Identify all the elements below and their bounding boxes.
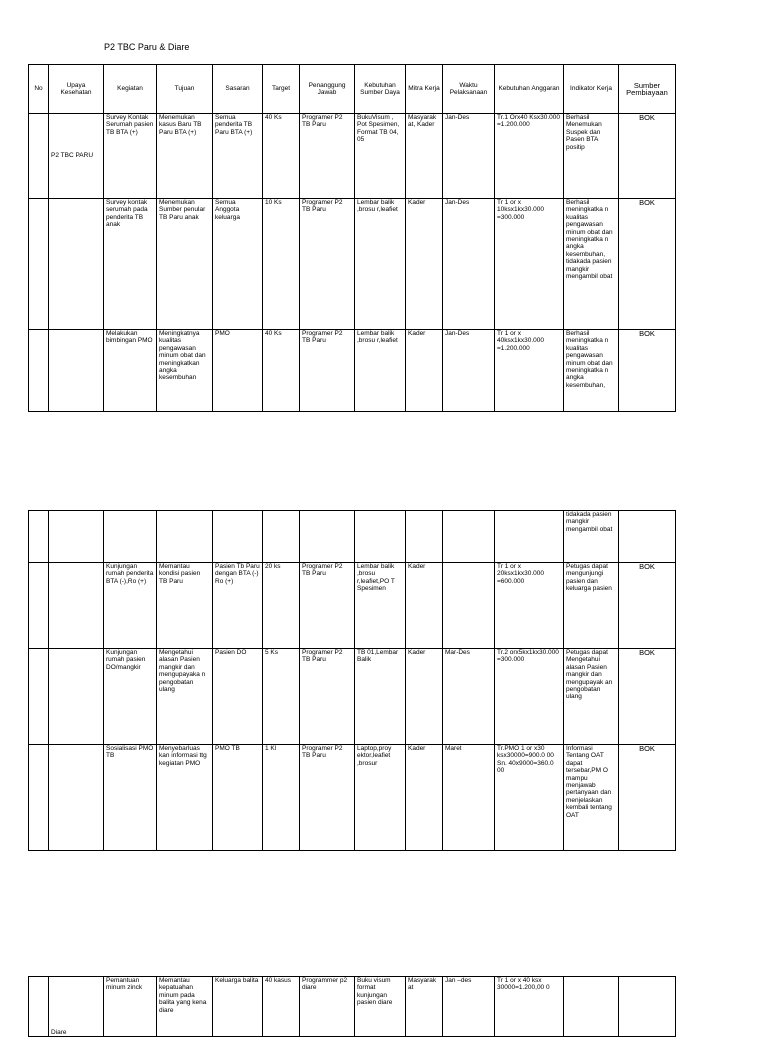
cell-kebutuhan-sumber-daya: Laptop,proy ektor,leafiet ,brosur <box>355 745 406 851</box>
cell-upaya <box>49 563 104 649</box>
cell-tujuan: Menemukan Sumber penular TB Paru anak <box>157 199 213 330</box>
cell-anggaran: Tr 1 or x 20ksx1kx30.000 =600.000 <box>495 563 564 649</box>
cell-mitra-kerja: Kader <box>406 330 443 412</box>
cell-waktu <box>443 511 495 563</box>
cell-no <box>29 977 49 1037</box>
cell-sumber: BOK <box>619 745 676 851</box>
cell-kebutuhan-sumber-daya <box>355 511 406 563</box>
cell-sasaran: Pasien DO <box>213 649 263 745</box>
table-row <box>29 977 676 1037</box>
cell-penanggung-jawab: Programer P2 TB Paru <box>300 649 355 745</box>
cell-target <box>263 511 300 563</box>
header-tujuan: Tujuan <box>157 65 213 114</box>
cell-anggaran: Tr.2 orx5kx1kx30.000 =300.000 <box>495 649 564 745</box>
cell-sumber: BOK <box>619 649 676 745</box>
cell-no <box>29 511 49 563</box>
header-row <box>29 65 676 114</box>
header-kebutuhan-sumber-daya: Kebutuhan Sumber Daya <box>355 65 406 114</box>
cell-tujuan <box>157 511 213 563</box>
cell-mitra-kerja: Kader <box>406 199 443 330</box>
cell-no <box>29 563 49 649</box>
cell-target: 40 Ks <box>263 114 300 199</box>
cell-anggaran: Tr 1 or x 40 ksx 30000=1.200,00 0 <box>495 977 564 1037</box>
cell-indikator: Informasi Tentang OAT dapat tersebar,PM O mampu menjawab pertanyaan dan menjelaskan kembali tentang OAT <box>564 745 619 851</box>
cell-indikator: Petugas dapat mengunjungi pasien dan keluarga pasien <box>564 563 619 649</box>
header-indikator: Indikator Kerja <box>564 65 619 114</box>
cell-kebutuhan-sumber-daya: Lembar balik ,brosu r,leafiet <box>355 330 406 412</box>
cell-kegiatan: Pemantuan minum zinck <box>104 977 157 1037</box>
header-anggaran: Kebutuhan Anggaran <box>495 65 564 114</box>
header-kegiatan: Kegiatan <box>104 65 157 114</box>
header-penanggung-jawab: Penanggung Jawab <box>300 65 355 114</box>
cell-sasaran: Pasien Tb Paru dengan BTA (-) Ro (+) <box>213 563 263 649</box>
header-sumber: Sumber Pembiayaan <box>619 65 676 114</box>
header-no: No <box>29 65 49 114</box>
cell-mitra-kerja: Kader <box>406 563 443 649</box>
cell-penanggung-jawab <box>300 511 355 563</box>
cell-penanggung-jawab: Programmer p2 diare <box>300 977 355 1037</box>
cell-sumber: BOK <box>619 330 676 412</box>
header-mitra-kerja: Mitra Kerja <box>406 65 443 114</box>
cell-target: 1 Kl <box>263 745 300 851</box>
cell-upaya: Diare <box>49 977 104 1037</box>
cell-waktu: Jan –des <box>443 977 495 1037</box>
cell-upaya: P2 TBC PARU <box>49 114 104 199</box>
cell-kebutuhan-sumber-daya: Lembar balik ,brosu r,leafiet,PO T Spesimen <box>355 563 406 649</box>
header-target: Target <box>263 65 300 114</box>
cell-tujuan: Mengetahui alasan Pasien mangkir dan mengupayaka n pengobatan ulang <box>157 649 213 745</box>
cell-tujuan: Meningkatnya kualitas pengawasan minum obat dan meningkatkan angka kesembuhan <box>157 330 213 412</box>
cell-penanggung-jawab: Programer P2 TB Paru <box>300 114 355 199</box>
cell-kegiatan: Kunjungan rumah pasien DO/mangkir <box>104 649 157 745</box>
table-row <box>29 563 676 649</box>
table-row <box>29 511 676 563</box>
cell-mitra-kerja <box>406 511 443 563</box>
cell-target: 40 Ks <box>263 330 300 412</box>
cell-mitra-kerja: Masyarak at, Kader <box>406 114 443 199</box>
cell-indikator: Berhasil meningkatka n kualitas pengawasan minum obat dan meningkatka n angka kesembuhan, <box>564 330 619 412</box>
cell-anggaran: Tr.1 Orx40 Ksx30.000 =1.200.000 <box>495 114 564 199</box>
table-row <box>29 649 676 745</box>
cell-upaya <box>49 199 104 330</box>
table-page-3 <box>28 976 676 1037</box>
cell-sasaran: Keluarga balita <box>213 977 263 1037</box>
table-row <box>29 199 676 330</box>
cell-target: 10 Ks <box>263 199 300 330</box>
cell-sumber: BOK <box>619 199 676 330</box>
cell-no <box>29 745 49 851</box>
cell-mitra-kerja: Kader <box>406 745 443 851</box>
cell-upaya <box>49 649 104 745</box>
cell-sumber <box>619 977 676 1037</box>
cell-tujuan: Menyebarluas kan informasi ttg kegiatan PMO <box>157 745 213 851</box>
cell-kegiatan: Survey kontak serumah pada penderita TB anak <box>104 199 157 330</box>
cell-sumber <box>619 511 676 563</box>
cell-waktu: Maret <box>443 745 495 851</box>
cell-upaya <box>49 511 104 563</box>
cell-upaya <box>49 330 104 412</box>
cell-tujuan: Memantau kepatuahan minum pada balita yang kena diare <box>157 977 213 1037</box>
header-sasaran: Sasaran <box>213 65 263 114</box>
table-row <box>29 745 676 851</box>
cell-anggaran <box>495 511 564 563</box>
cell-kegiatan: Melakukan bimbingan PMO <box>104 330 157 412</box>
cell-kegiatan <box>104 511 157 563</box>
cell-indikator: tidakada pasien mangkir mengambil obat <box>564 511 619 563</box>
cell-no <box>29 330 49 412</box>
cell-penanggung-jawab: Programer P2 TB Paru <box>300 330 355 412</box>
cell-mitra-kerja: Kader <box>406 649 443 745</box>
cell-indikator: Petugas dapat Mengetahui alasan Pasien mangkir dan mengupayak an pengobatan ulang <box>564 649 619 745</box>
cell-indikator: Berhasil meningkatka n kualitas pengawasan minum obat dan meningkatka n angka kesembuhan, tidakada pasien mangkir mengambil obat <box>564 199 619 330</box>
cell-no <box>29 649 49 745</box>
cell-sumber: BOK <box>619 114 676 199</box>
cell-kegiatan: Kunjungan rumah penderita BTA (-),Ro (+) <box>104 563 157 649</box>
table-page-2 <box>28 510 676 851</box>
table-page-1 <box>28 64 676 412</box>
document-title: P2 TBC Paru & Diare <box>104 42 190 52</box>
cell-indikator <box>564 977 619 1037</box>
cell-anggaran: Tr.PMO 1 or x30 ksx30000=900.0 00 Sn. 40x9000=360.0 00 <box>495 745 564 851</box>
cell-waktu <box>443 563 495 649</box>
cell-penanggung-jawab: Programer P2 TB Paru <box>300 745 355 851</box>
cell-target: 20 ks <box>263 563 300 649</box>
cell-no <box>29 199 49 330</box>
cell-upaya <box>49 745 104 851</box>
cell-sasaran: Semua penderita TB Paru BTA (+) <box>213 114 263 199</box>
header-upaya: Upaya Kesehatan <box>49 65 104 114</box>
cell-sasaran: PMO TB <box>213 745 263 851</box>
cell-kegiatan: Survey Kontak Serumah pasien TB BTA (+) <box>104 114 157 199</box>
cell-kebutuhan-sumber-daya: TB 01,Lembar Balik <box>355 649 406 745</box>
cell-tujuan: Memantau kondisi pasien TB Paru <box>157 563 213 649</box>
cell-target: 5 Ks <box>263 649 300 745</box>
cell-mitra-kerja: Masyarak at <box>406 977 443 1037</box>
cell-penanggung-jawab: Programer P2 TB Paru <box>300 563 355 649</box>
cell-sumber: BOK <box>619 563 676 649</box>
cell-anggaran: Tr 1 or x 10ksx1kx30.000 =300.000 <box>495 199 564 330</box>
table-row <box>29 114 676 199</box>
cell-tujuan: Menemukan kasus Baru TB Paru BTA (+) <box>157 114 213 199</box>
cell-kebutuhan-sumber-daya: BukuVisum , Pot Spesimen, Format TB 04, 05 <box>355 114 406 199</box>
cell-kebutuhan-sumber-daya: Lembar balik ,brosu r,leafiet <box>355 199 406 330</box>
cell-sasaran: Semua Anggota keluarga <box>213 199 263 330</box>
cell-kebutuhan-sumber-daya: Buku visum format kunjungan pasien diare <box>355 977 406 1037</box>
table-row <box>29 330 676 412</box>
cell-target: 40 kasus <box>263 977 300 1037</box>
cell-waktu: Mar-Des <box>443 649 495 745</box>
cell-waktu: Jan-Des <box>443 199 495 330</box>
cell-anggaran: Tr 1 or x 40ksx1kx30.000 =1.200.000 <box>495 330 564 412</box>
cell-waktu: Jan-Des <box>443 330 495 412</box>
cell-no <box>29 114 49 199</box>
cell-indikator: Berhasil Menemukan Suspek dan Pasen BTA positip <box>564 114 619 199</box>
cell-sasaran <box>213 511 263 563</box>
header-waktu: Waktu Pelaksanaan <box>443 65 495 114</box>
cell-penanggung-jawab: Programer P2 TB Paru <box>300 199 355 330</box>
cell-kegiatan: Sosialisasi PMO TB <box>104 745 157 851</box>
cell-sasaran: PMO <box>213 330 263 412</box>
cell-waktu: Jan-Des <box>443 114 495 199</box>
